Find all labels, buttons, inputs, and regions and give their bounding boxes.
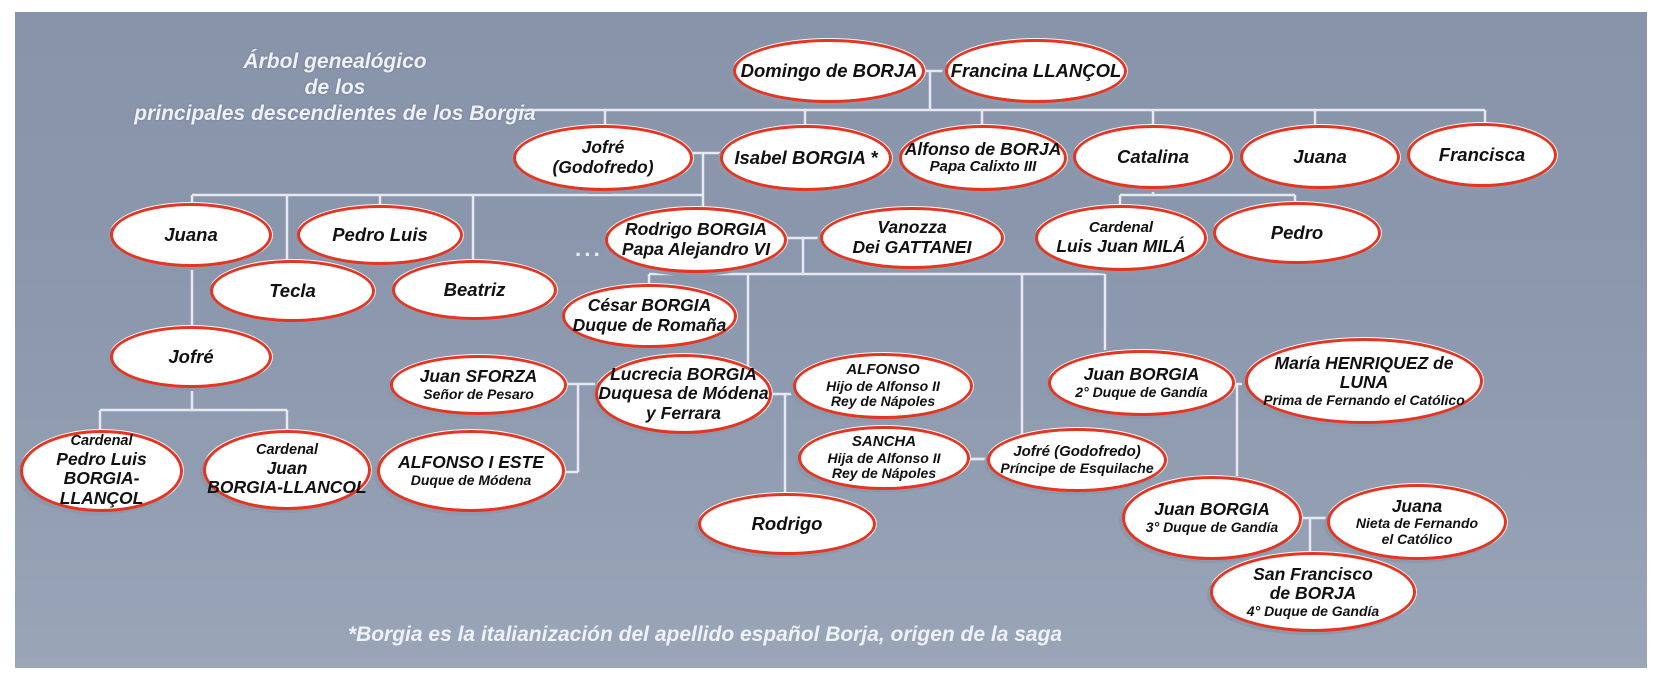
- person-name-line: Pedro: [1270, 221, 1324, 243]
- person-name-line: Duquesa de Módena: [598, 383, 769, 404]
- person-name-line: Juana: [1293, 145, 1347, 167]
- person-name-line: Papa Alejandro VI: [621, 239, 771, 259]
- person-name-line: Rodrigo: [751, 512, 823, 534]
- person-node-catalina: [1073, 125, 1233, 189]
- person-node-maria: [1245, 338, 1483, 424]
- person-node-pedro: [1213, 202, 1381, 264]
- person-node-juana-nieta: [1327, 484, 1507, 560]
- person-name-line: Hijo de Alfonso II: [826, 377, 940, 394]
- person-name-line: Cardenal: [1088, 218, 1154, 236]
- person-name-line: Catalina: [1117, 145, 1189, 167]
- person-node-lucrecia: [595, 354, 772, 434]
- person-name-line: Isabel BORGIA *: [734, 146, 878, 168]
- person-node-alfonso-napoles: [793, 353, 973, 419]
- person-name-line: Juan: [266, 457, 308, 478]
- person-name-line: ALFONSO: [846, 360, 920, 378]
- person-node-jofre-mid: [110, 326, 272, 388]
- person-name-line: Rodrigo BORGIA: [625, 219, 767, 240]
- person-name-line: Beatriz: [443, 278, 506, 300]
- person-name-line: SANCHA: [851, 432, 917, 450]
- person-name-line: (Godofredo): [552, 157, 654, 177]
- person-node-san-francisco: [1210, 552, 1416, 632]
- person-name-line: Jofré (Godofredo): [1013, 442, 1141, 460]
- person-node-juan-sforza: [390, 355, 567, 415]
- person-name-line: Francina LLANÇOL: [950, 59, 1122, 81]
- person-node-beatriz: [392, 260, 557, 320]
- person-name-line: Juan SFORZA: [419, 366, 538, 387]
- ellipsis-connector: ···: [575, 242, 603, 267]
- person-name-line: César BORGIA: [587, 295, 712, 316]
- person-name-line: Domingo de BORJA: [740, 59, 918, 81]
- person-name-line: Juan BORGIA: [1154, 499, 1270, 520]
- person-name-line: BORGIA-LLANÇOL: [59, 468, 144, 508]
- person-name-line: Rey de Nápoles: [830, 393, 936, 410]
- person-node-francisca: [1407, 123, 1557, 187]
- person-name-line: BORGIA-LLANCOL: [207, 477, 367, 498]
- person-name-line: Cardenal: [255, 442, 319, 459]
- tree-title-line-1: Árbol genealógico: [243, 50, 427, 73]
- person-name-line: Tecla: [269, 279, 316, 301]
- person-name-line: Juana: [164, 223, 218, 245]
- person-name-line: Señor de Pesaro: [423, 385, 534, 402]
- person-name-line: de BORJA: [1269, 583, 1357, 604]
- person-name-line: Jofré: [168, 345, 214, 367]
- person-name-line: María HENRIQUEZ de LUNA: [1274, 352, 1454, 393]
- person-node-francina: [945, 39, 1127, 103]
- person-name-line: Cardenal: [70, 433, 133, 450]
- person-name-line: el Católico: [1381, 530, 1453, 547]
- person-name-line: Nieta de Fernando: [1355, 515, 1479, 532]
- person-name-line: Lucrecia BORGIA: [610, 363, 757, 384]
- person-name-line: y Ferrara: [646, 402, 721, 423]
- person-node-rodrigo-small: [698, 493, 876, 555]
- person-name-line: San Francisco: [1253, 563, 1373, 584]
- family-tree-board: [15, 12, 1647, 668]
- person-name-line: Pedro Luis: [56, 448, 147, 469]
- person-node-sancha: [798, 426, 970, 490]
- person-name-line: Rey de Nápoles: [831, 465, 937, 482]
- person-name-line: Jofré: [581, 137, 625, 158]
- person-node-rodrigo-borgia: [605, 207, 787, 273]
- person-node-isabel: [720, 125, 892, 191]
- person-node-cesar: [562, 284, 737, 348]
- person-node-jofre-esquilache: [987, 428, 1167, 492]
- tree-title-line-2: de los: [304, 76, 366, 99]
- person-node-tecla: [210, 260, 375, 322]
- person-node-alfonso-este: [377, 430, 565, 512]
- person-node-domingo: [733, 39, 925, 103]
- person-name-line: 3° Duque de Gandía: [1145, 518, 1279, 535]
- person-node-pedro-luis: [297, 205, 463, 265]
- person-name-line: Francisca: [1438, 143, 1526, 165]
- person-name-line: Príncipe de Esquilache: [1000, 459, 1154, 476]
- person-node-card-pedro-luis: [20, 430, 183, 512]
- person-name-line: ALFONSO I ESTE: [398, 452, 544, 473]
- person-name-line: Prima de Fernando el Católico: [1263, 391, 1465, 408]
- person-name-line: 4° Duque de Gandía: [1246, 602, 1380, 619]
- person-node-juana-left: [110, 203, 272, 267]
- footnote: *Borgia es la italianización del apellido español Borja, origen de la saga: [347, 623, 1063, 646]
- person-node-mila: [1035, 205, 1207, 271]
- person-name-line: Luis Juan MILÁ: [1056, 235, 1186, 256]
- person-name-line: Juan BORGIA: [1083, 364, 1200, 385]
- person-name-line: Vanozza: [877, 217, 947, 238]
- person-name-line: Juana: [1391, 495, 1443, 516]
- tree-title-line-3: principales descendientes de los Borgia: [134, 102, 536, 125]
- person-node-juan-borgia-3: [1122, 476, 1302, 560]
- person-node-card-juan: [203, 430, 371, 510]
- person-name-line: Papa Calixto III: [929, 158, 1037, 176]
- person-name-line: Duque de Romaña: [572, 315, 727, 335]
- person-name-line: Duque de Módena: [410, 471, 532, 488]
- person-node-juan-borgia-2: [1048, 350, 1235, 416]
- person-node-alfonso-calixto: [899, 125, 1067, 191]
- person-name-line: 2° Duque de Gandía: [1075, 383, 1208, 400]
- person-name-line: Dei GATTANEI: [852, 237, 972, 257]
- person-name-line: Pedro Luis: [332, 223, 428, 245]
- person-name-line: Hija de Alfonso II: [827, 449, 941, 466]
- person-node-jofre-godofredo-top: [513, 125, 693, 191]
- person-node-juana-top: [1240, 125, 1400, 189]
- person-name-line: Alfonso de BORJA: [904, 138, 1062, 159]
- person-node-vanozza: [820, 207, 1004, 269]
